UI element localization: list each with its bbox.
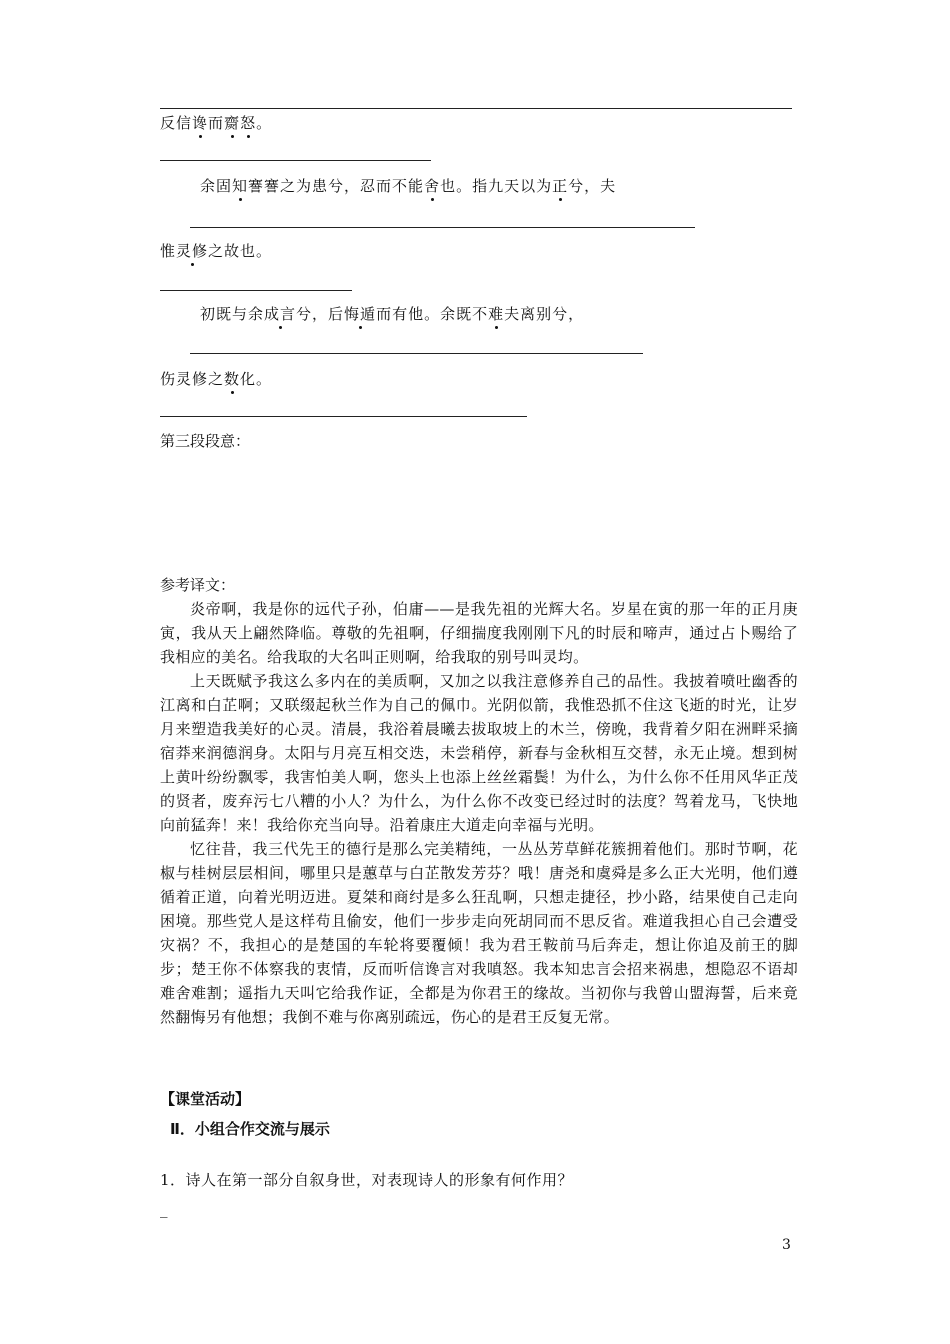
activity-title: 【课堂活动】	[160, 1090, 251, 1108]
dotted-char: 正	[552, 177, 569, 195]
text: 夫离别兮，	[504, 305, 585, 323]
text: 而	[208, 114, 225, 132]
page-number: 3	[782, 1237, 791, 1253]
text: 初既与余	[200, 305, 265, 323]
text: 惟	[160, 242, 177, 260]
exercise-line-1	[160, 112, 272, 133]
dotted-char: 难	[488, 305, 505, 323]
exercise-line-2	[200, 175, 616, 196]
dotted-char: 齌	[224, 114, 241, 132]
text: 反信	[160, 114, 193, 132]
dotted-char: 谗	[192, 114, 209, 132]
text: 。	[256, 114, 273, 132]
answer-mark: _	[160, 1200, 169, 1218]
exercise-line-5	[160, 368, 272, 389]
answer-line-top	[160, 108, 792, 109]
text: 之故也。	[208, 242, 273, 260]
translation-paragraph: 忆往昔，我三代先王的德行是那么完美精纯，一丛丛芳草鲜花簇拥着他们。那时节啊，花椒与桂树层层相间，哪里只是蕙草与白芷散发芳芬？哦！唐尧和虞舜是多么正大光明，他们遵循着正道，向着光明迈进。夏桀和商纣是多么狂乱啊，只想走捷径，抄小路，结果使自己走向困境。那些党人是这样苟且偷安，他们一步步走向死胡同而不思反省。难道我担心自己会遭受灾祸？不，我担心的是楚国的车轮将要覆倾！我为君王鞍前马后奔走，想让你追及前王的脚步；楚王你不体察我的衷情，反而听信谗言对我嗔怒。我本知忠言会招来祸患，想隐忍不语却难舍难割；遥指九天叫它给我作证，全都是为你君王的缘故。当初你与我曾山盟海誓，后来竟然翻悔另有他想；我倒不难与你离别疏远，伤心的是君王反复无常。	[160, 840, 798, 1026]
dotted-char: 成言	[264, 305, 297, 323]
dotted-char: 舍	[424, 177, 441, 195]
answer-line-2	[190, 227, 695, 228]
dotted-char: 怒	[240, 114, 257, 132]
text: 余固	[200, 177, 233, 195]
text: 兮，夫	[568, 177, 617, 195]
answer-line-5	[160, 416, 527, 417]
activity-subtitle: Ⅱ．小组合作交流与展示	[170, 1120, 330, 1138]
dotted-char: 数	[224, 370, 241, 388]
dotted-char: 知	[232, 177, 249, 195]
exercise-line-3	[160, 240, 272, 261]
answer-line-4	[190, 353, 643, 354]
text: 伤灵修之	[160, 370, 225, 388]
text: 兮，后	[296, 305, 345, 323]
translation-body	[160, 597, 798, 1029]
dotted-char: 悔遁	[344, 305, 377, 323]
translation-label: 参考译文：	[160, 576, 236, 594]
translation-paragraph: 炎帝啊，我是你的远代子孙，伯庸——是我先祖的光辉大名。岁星在寅的那一年的正月庚寅，我从天上翩然降临。尊敬的先祖啊，仔细揣度我刚刚下凡的时辰和啼声，通过占卜赐给了我相应的美名。给我取的大名叫正则啊，给我取的别号叫灵均。	[160, 600, 798, 666]
question-1: 1．诗人在第一部分自叙身世，对表现诗人的形象有何作用？	[160, 1171, 574, 1189]
exercise-line-4	[200, 303, 584, 324]
text: 謇謇之为患兮，忍而不能	[248, 177, 425, 195]
section-label: 第三段段意：	[160, 432, 251, 450]
answer-line-3	[160, 290, 352, 291]
dotted-char: 灵修	[176, 242, 209, 260]
text: 化。	[240, 370, 273, 388]
text: 也。指九天以为	[440, 177, 553, 195]
translation-paragraph: 上天既赋予我这么多内在的美质啊，又加之以我注意修养自己的品性。我披着喷吐幽香的江离和白芷啊；又联缀起秋兰作为自己的佩巾。光阴似箭，我惟恐抓不住这飞逝的时光，让岁月来塑造我美好的心灵。清晨，我浴着晨曦去拔取坡上的木兰，傍晚，我背着夕阳在洲畔采摘宿莽来润德润身。太阳与月亮互相交迭，未尝稍停，新春与金秋相互交替，永无止境。想到树上黄叶纷纷飘零，我害怕美人啊，您头上也添上丝丝霜鬓！为什么，为什么你不任用风华正茂的贤者，废弃污七八糟的小人？为什么，为什么你不改变已经过时的法度？驾着龙马，飞快地向前猛奔！来！我给你充当向导。沿着康庄大道走向幸福与光明。	[160, 672, 798, 834]
text: 而有他。余既不	[376, 305, 489, 323]
answer-line-1	[160, 160, 431, 161]
